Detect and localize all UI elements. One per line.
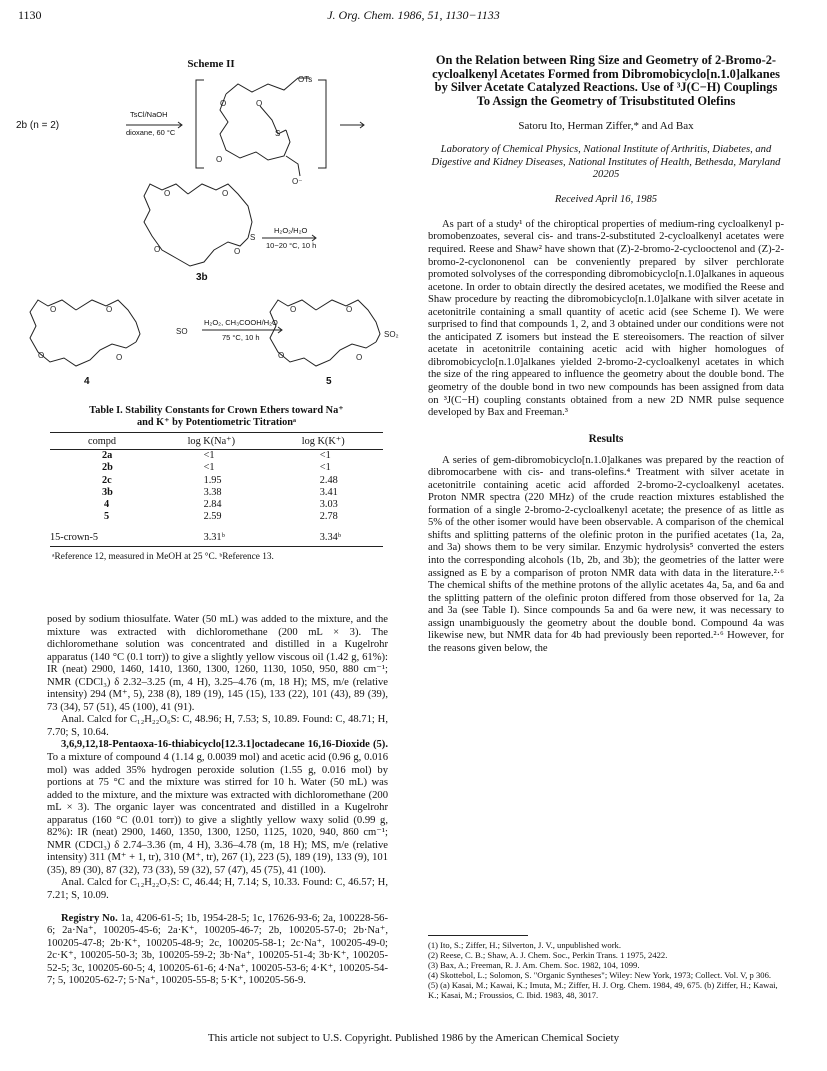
- svg-text:O: O: [278, 351, 285, 360]
- table-row: 5 2.59 2.78: [104, 511, 338, 523]
- table-row: 4 2.84 3.03: [104, 499, 338, 511]
- results-heading: Results: [588, 432, 624, 445]
- article-title: On the Relation between Ring Size and Geometry of 2-Bromo-2-cycloalkenyl Acetates Formed from Dibromobicyclo[n.1.0]alkanes by Silver Acetate Catalyzed Reactions. Use of ³J(C−H) Couplings To Assign the Geometry of Trisubstituted Olefins: [432, 53, 780, 108]
- chain-bottom: [286, 156, 300, 176]
- reagent-2-top: H₂O₂/H₂O: [274, 226, 308, 235]
- table-footnote: ᵃReference 12, measured in MeOH at 25 °C. ᵇReference 13.: [52, 552, 274, 563]
- registry-heading: Registry No.: [61, 912, 118, 924]
- compound-5-heading: 3,6,9,12,18-Pentaoxa-16-thiabicyclo[12.3.1]octadecane 16,16-Dioxide (5).: [61, 739, 388, 751]
- svg-text:O: O: [116, 353, 123, 362]
- svg-text:O: O: [234, 247, 241, 256]
- table-caption-1: Table I. Stability Constants for Crown Ethers toward Na⁺: [89, 405, 344, 416]
- reagent-2-bottom: 10−20 °C, 10 h: [266, 241, 317, 250]
- authors: Satoru Ito, Herman Ziffer,* and Ad Bax: [518, 120, 694, 133]
- table-row: 2b <1 <1: [102, 462, 331, 474]
- footnote-3: (3) Bax, A.; Freeman, R. J. Am. Chem. Soc. 1982, 104, 1099.: [428, 960, 640, 971]
- analysis-para-1: Anal. Calcd for C₁₂H₂₂O₆S: C, 48.96; H, 7.53; S, 10.89. Found: C, 48.71; H, 7.70; S, 10.64.: [47, 714, 388, 738]
- compound-2b-label: 2b (n = 2): [16, 120, 60, 131]
- scheme-ii: [16, 54, 406, 399]
- so-label: SO: [176, 327, 188, 336]
- reagent-1-bottom: dioxane, 60 °C: [126, 128, 176, 137]
- left-column-text: [47, 614, 388, 988]
- so2-label: SO₂: [384, 330, 399, 339]
- table-i: [50, 405, 383, 563]
- table-row: 3b 3.38 3.41: [102, 486, 338, 498]
- compound-5-label: 5: [326, 376, 332, 387]
- footnote-5: (5) (a) Kasai, M.; Kawai, K.; Imuta, M.; Ziffer, H. J. Org. Chem. 1984, 49, 675. (b) Ziffer, H.; Kawai, K.; Kasai, M.; Froussios, C. Ibid. 1983, 48, 3017.: [428, 980, 778, 1001]
- experimental-para-2: To a mixture of compound 4 (1.14 g, 0.0039 mol) and acetic acid (0.96 g, 0.016 mol) was added 35% hydrogen peroxide solution (1.55 g, 0.016 mol) by portions at 75 °C and the mixture was stirred for 10 h. Water (50 mL) was added to the mixture, and the mixture was extracted with dichloromethane (200 mL × 3). The organic layer was concentrated and distilled in a Kugelrohr apparatus (160 °C (0.01 torr)) to give a slightly yellow waxy solid (0.99 g, 82%): IR (neat) 2900, 1460, 1350, 1300, 1250, 1125, 1020, 940, 860 cm⁻¹; NMR (CDCl₃) δ 2.74–3.36 (m, 4 H), 3.36–4.78 (m, 18 H); MS, m/e (relative intensity) 311 (M⁺ + 1, tr), 310 (M⁺, tr), 267 (1), 223 (5), 189 (19), 133 (9), 101 (35), 89 (30), 87 (32), 73 (33), 59 (32), 57 (47), 45 (75), 41 (100).: [47, 752, 388, 876]
- svg-text:O: O: [38, 351, 45, 360]
- results-paragraph: A series of gem-dibromobicyclo[n.1.0]alkanes was prepared by the reaction of dibromocarbene with cis- and trans-olefins.⁴ Treatment with silver acetate in acetonitrile containing acetic acid afforded 2-bromo-2-cycloalkenyl acetates. Proton NMR spectra (220 MHz) of the crude reaction mixtures established the formation of a single 2-bromo-2-cycloalkenyl acetate; the presence of as little as 5% of the other isomer would have been observable. A comparison of the chemical shifts and splitting patterns of the olefinic proton in the purified acetates (1a, 2a, and 3a) shows them to be very similar. Enzymic hydrolysis⁵ converted the esters into the corresponding alcohols (1b, 2b, and 3b); the geometries of the latter were assigned as E by a comparison of proton NMR data with data in the literature.²·⁶ The chemical shifts of the methine protons of the allylic acetates 4a, 5a, and 6a and the splitting pattern of the olefinic proton differed from those observed for 1a, 2a and 3a (see Table I). Since compounds 5a and 6a were new, it was necessary to assign unambiguously the geometry about the double bond. Compound 4a was likewise new, but NMR data for 4b had previously been reported.²·⁶ However, for the reasons given below, the: [428, 454, 784, 654]
- reagent-3-top: H₂O₂, CH₃COOH/H₂O: [204, 318, 278, 327]
- registry-numbers: 1a, 4206-61-5; 1b, 1954-28-5; 1c, 17626-93-6; 2a, 100228-56-6; 2a·Na⁺, 100205-45-6; 2a·K⁺, 100205-46-7; 2b, 100205-57-0; 2b·Na⁺, 100205-47-8; 2b·K⁺, 100205-48-9; 2c, 100205-58-1; 2c·Na⁺, 100205-49-0; 2c·K⁺, 100205-50-3; 3b, 100205-59-2; 3b·Na⁺, 100205-51-4; 3b·K⁺, 100205-52-5; 3c, 100205-60-5; 4, 100205-61-6; 4·Na⁺, 100205-53-6; 4·K⁺, 100205-54-7; 5, 100205-62-7; 5·Na⁺, 100205-55-8; 5·K⁺, 100205-56-9.: [47, 912, 388, 987]
- svg-text:O: O: [356, 353, 363, 362]
- svg-text:S: S: [275, 129, 281, 138]
- svg-text:O: O: [256, 99, 263, 108]
- ots-label: OTs: [298, 75, 313, 84]
- footnote-4: (4) Skottebol, L.; Solomon, S. "Organic Syntheses"; Wiley: New York, 1973; Collect. Vol. V, p 306.: [428, 970, 772, 981]
- stability-table: [50, 432, 383, 547]
- header-logk-k: log K(K⁺): [284, 433, 383, 450]
- reagent-1-top: TsCl/NaOH: [130, 110, 168, 119]
- bracket-right: [318, 80, 326, 168]
- svg-text:O: O: [290, 305, 297, 314]
- table-row: 2c 1.95 2.48: [102, 474, 338, 486]
- s-label: S: [250, 233, 256, 242]
- scheme-structures: [16, 54, 406, 399]
- received-date: Received April 16, 1985: [554, 193, 658, 205]
- o-minus-label: O⁻: [292, 177, 303, 186]
- reagent-3-bottom: 75 °C, 10 h: [222, 333, 260, 342]
- page-number: 1130: [18, 8, 42, 22]
- running-header: J. Org. Chem. 1986, 51, 1130−1133: [327, 8, 500, 22]
- footnote-1: (1) Ito, S.; Ziffer, H.; Silverton, J. V., unpublished work.: [428, 940, 622, 950]
- svg-text:O: O: [106, 305, 113, 314]
- table-row: 15-crown-5 3.31ᵇ 3.34ᵇ: [50, 524, 383, 547]
- chain-inner: [260, 106, 286, 134]
- intro-paragraph: As part of a study¹ of the chiroptical properties of medium-ring cycloalkenyl p-bromobenzoates, several cis- and trans-2-substituted 2-cycloalkenyl acetates were required. Reese and Shaw² have shown that (Z)-2-bromo-2-cyclooctenol and (Z)-2-bromo-2-cyclononenol can be conveniently prepared by silver perchlorate promoted solvolyses of the corresponding dibromobicyclo[n.1.0]alkanes in aqueous acetone. In order to obtain directly the desired acetates, we modified the Reese and Shaw procedure by reacting the dibromobicyclo[n.1.0]alkane with silver acetate in acetonitrile containing a small quantity of acetic acid (see Scheme I). We were surprised to find that compounds 1, 2, and 3 obtained under our conditions were not the anticipated Z isomers but instead the E stereoisomers. The reaction of silver acetate in acetonitrile containing acetic acid with higher homologues of dibromobicyclo[n.1.0]alkanes yielded 2-bromo-2-cycloalkenyl acetates in which the size of the ring appeared to influence the geometry about the double bond. The geometry of the double bond in two new compounds has been assigned from data on ³J(C−H) coupling constants obtained from a new 2D NMR pulse sequence developed by Bax and Freeman.³: [428, 218, 784, 419]
- compound-4-label: 4: [84, 376, 90, 387]
- scheme-title: Scheme II: [187, 58, 235, 70]
- right-column: [428, 54, 784, 655]
- svg-text:O: O: [222, 189, 229, 198]
- footnote-2: (2) Reese, C. B.; Shaw, A. J. Chem. Soc., Perkin Trans. 1 1975, 2422.: [428, 950, 668, 961]
- svg-text:O: O: [216, 155, 223, 164]
- svg-text:O: O: [220, 99, 227, 108]
- bracket-left: [196, 80, 204, 168]
- svg-text:O: O: [164, 189, 171, 198]
- svg-text:O: O: [50, 305, 57, 314]
- chain-ring: [220, 94, 290, 160]
- analysis-para-2: Anal. Calcd for C₁₂H₂₂O₇S: C, 46.44; H, 7.14; S, 10.33. Found: C, 46.57; H, 7.21; S, 10.09.: [47, 877, 388, 902]
- table-row: 2a <1 <1: [102, 450, 331, 461]
- experimental-para-1: posed by sodium thiosulfate. Water (50 mL) was added to the mixture, and the mixture was extracted with dichloromethane (200 mL × 3). The dichloromethane solution was concentrated and distilled in a Kugelrohr apparatus (140 °C (0.1 torr)) to give a slightly yellow viscous oil (1.42 g, 61%): IR (neat) 2900, 1460, 1410, 1360, 1300, 1260, 1130, 1050, 950, 880 cm⁻¹; NMR (CDCl₃) δ 2.32–3.25 (m, 4 H), 3.25–4.76 (m, 18 H); MS, m/e (relative intensity) 294 (M⁺, 5), 238 (8), 189 (19), 145 (15), 133 (22), 101 (43), 89 (39), 73 (34), 57 (51), 45 (100), 41 (91).: [47, 614, 388, 713]
- table-caption-2: and K⁺ by Potentiometric Titrationᵃ: [136, 417, 297, 428]
- header-compd: compd: [50, 433, 158, 450]
- copyright-notice: This article not subject to U.S. Copyright. Published 1986 by the American Chemical Society: [207, 1032, 620, 1044]
- svg-text:O: O: [346, 305, 353, 314]
- header-logk-na: log K(Na⁺): [158, 433, 284, 450]
- compound-3b-label: 3b: [196, 272, 208, 283]
- footnotes: [428, 935, 784, 1001]
- affiliation: Laboratory of Chemical Physics, National Institute of Arthritis, Diabetes, and Digestive and Kidney Diseases, National Institutes of Health, Bethesda, Maryland 20205: [431, 144, 781, 181]
- svg-text:O: O: [154, 245, 161, 254]
